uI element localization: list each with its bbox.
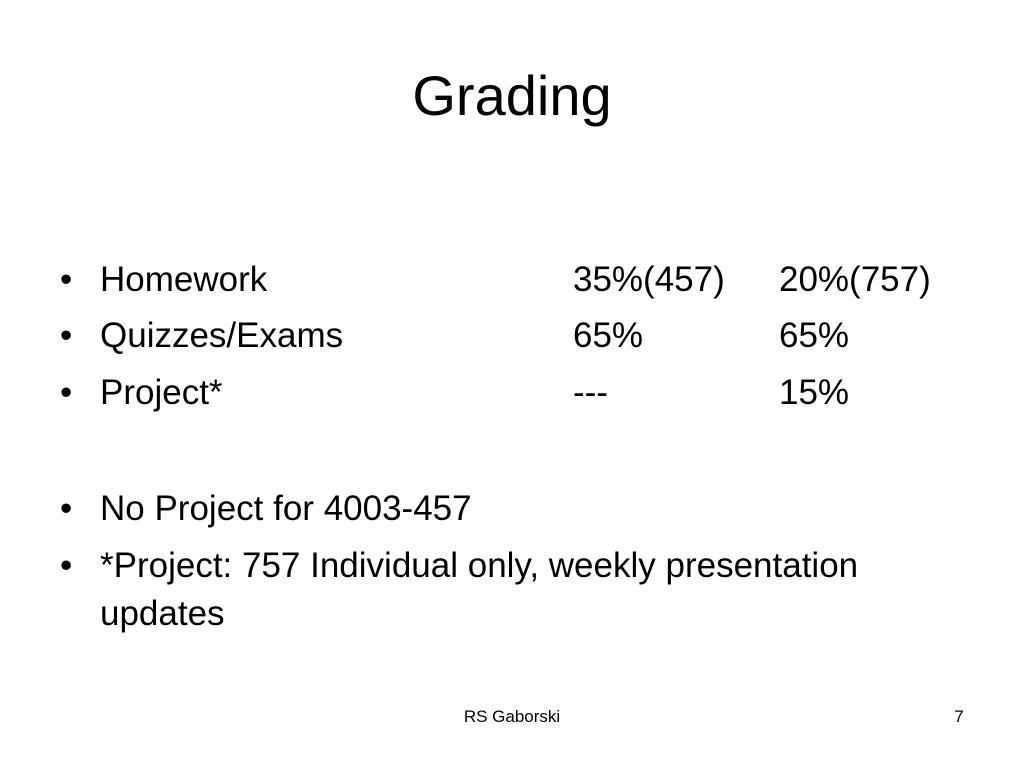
footer-page-number: 7 bbox=[954, 707, 964, 726]
bullet-row-quizzes-exams bbox=[0, 312, 1024, 360]
note-text: No Project for 4003-457 bbox=[100, 489, 472, 528]
bullet-note-project-details bbox=[0, 542, 1024, 638]
note-text-line-2: updates bbox=[100, 594, 225, 633]
grading-weight-457: --- bbox=[573, 373, 608, 412]
grading-weight-457: 35%(457) bbox=[573, 260, 725, 299]
bullet-point: • bbox=[60, 546, 73, 585]
grading-weight-757: 15% bbox=[779, 373, 850, 412]
grading-weight-757: 20%(757) bbox=[779, 260, 931, 299]
grading-category-label: Quizzes/Exams bbox=[100, 316, 344, 355]
bullet-point: • bbox=[60, 260, 73, 299]
bullet-row-project bbox=[0, 369, 1024, 417]
grading-weight-757: 65% bbox=[779, 316, 850, 355]
bullet-row-homework bbox=[0, 256, 1024, 304]
footer-author: RS Gaborski bbox=[463, 707, 561, 726]
bullet-note-no-project bbox=[0, 485, 1024, 533]
note-text-line-1: *Project: 757 Individual only, weekly presentation bbox=[100, 546, 859, 585]
bullet-point: • bbox=[60, 489, 73, 528]
grading-weight-457: 65% bbox=[573, 316, 644, 355]
slide-title: Grading bbox=[412, 64, 612, 127]
bullet-point: • bbox=[60, 316, 73, 355]
grading-category-label: Project* bbox=[100, 373, 223, 412]
grading-category-label: Homework bbox=[100, 260, 268, 299]
bullet-point: • bbox=[60, 373, 73, 412]
